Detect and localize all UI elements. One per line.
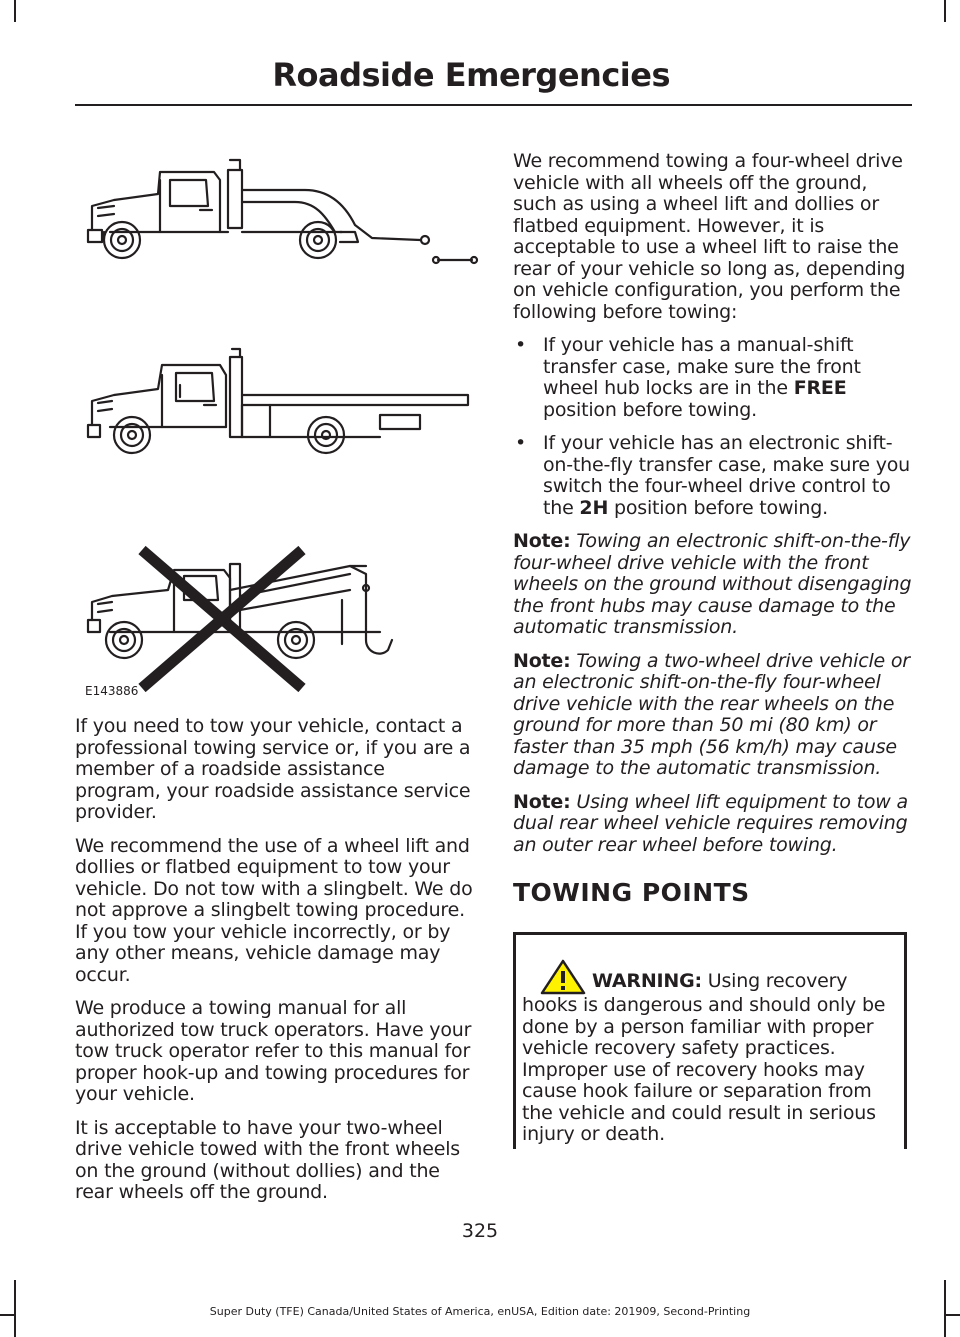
bullet-text: If your vehicle has a manual-shift transfer case, make sure the front wheel hub locks are in the FREE position before towing. [543,334,861,421]
flatbed-truck [88,349,468,453]
warning-box [513,932,907,1149]
paragraph: We produce a towing manual for all authorized tow truck operators. Have your tow truck operator refer to this manual for proper hook-up and towing procedures for your vehicle. [75,997,472,1105]
right-column [513,150,913,907]
free-position-label: FREE [793,377,847,399]
warning-triangle-icon [540,959,586,995]
2h-position-label: 2H [579,496,609,519]
figure-id: E143886 [85,684,139,698]
intro-paragraph: We recommend towing a four-wheel drive vehicle with all wheels off the ground, such as using a wheel lift and dollies or flatbed equipment. However, it is acceptable to use a wheel lift to raise the rear of your vehicle so long as, depending on vehicle configuration, you perform the following before towing: [513,150,906,323]
footer-edition: Super Duty (TFE) Canada/United States of America, enUSA, Edition date: 201909, Second-Printing [209,1305,751,1318]
bullet-item [513,433,913,519]
section-heading: TOWING POINTS [513,878,750,907]
bullet-marker: • [515,432,527,454]
tow-truck-illustration [80,140,480,700]
warning-text: WARNING: Using recovery hooks is dangerous and should only be done by a person familiar with proper vehicle recovery safety practices. Improper use of recovery hooks may cause hook failure or separation from the vehicle and could result in serious injury or death. [522,959,898,1146]
left-column [75,716,475,1216]
bullet-text: If your vehicle has an electronic shift-on-the-fly transfer case, make sure you switch the four-wheel drive control to the 2H position before towing. [543,432,911,519]
page-title: Roadside Emergencies [272,56,670,94]
crop-mark-top-left [14,0,16,22]
paragraph: It is acceptable to have your two-wheel drive vehicle towed with the front wheels on the ground (without dollies) and the rear wheels off the ground. [75,1116,460,1203]
sling-tow-truck [88,564,392,658]
crop-mark-top-right [944,0,946,22]
wheel-lift-truck [88,160,477,263]
page-number: 325 [461,1220,499,1242]
bullet-item [513,335,913,421]
paragraph: We recommend the use of a wheel lift and dollies or flatbed equipment to tow your vehicle. Do not tow with a slingbelt. We do not approve a slingbelt towing procedure. If you tow your vehicle incorrectly, or by any other means, vehicle damage may occur. [75,834,473,986]
header-rule [75,104,912,106]
note: Note: Using wheel lift equipment to tow a dual rear wheel vehicle requires removing an outer rear wheel before towing. [513,790,908,856]
bullet-marker: • [515,334,527,356]
note: Note: Towing a two-wheel drive vehicle or an electronic shift-on-the-fly four-wheel drive vehicle with the rear wheels on the ground for more than 50 mi (80 km) or faster than 35 mph (56 km/h) may cause damage to the automatic transmission. [513,649,910,779]
warning-label: WARNING: [592,970,702,992]
note: Note: Towing an electronic shift-on-the-fly four-wheel drive vehicle with the front wheels on the ground without disengaging the front hubs may cause damage to the automatic transmission. [513,530,912,638]
paragraph: If you need to tow your vehicle, contact a professional towing service or, if you are a member of a roadside assistance program, your roadside assistance service provider. [75,715,471,823]
